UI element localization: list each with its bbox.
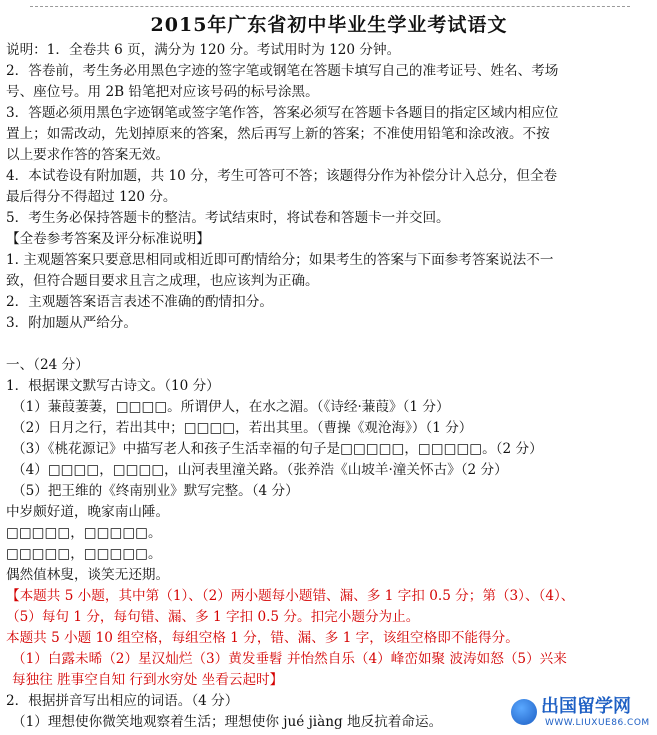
instruction-line: 3．答题必须用黑色字迹钢笔或签字笔作答，答案必须写在答题卡各题目的指定区域内相应位 <box>6 105 559 121</box>
poem-line: 偶然值林叟，谈笑无还期。 <box>6 567 170 583</box>
instruction-line: 以上要求作答的答案无效。 <box>6 147 170 163</box>
top-dashed-rule <box>30 6 630 7</box>
section-heading: 一、（24 分） <box>6 357 89 373</box>
answer-note: （1）白露未晞（2）星汉灿烂（3）黄发垂髫 并怡然自乐（4）峰峦如聚 波涛如怒（5）兴来 <box>12 651 567 667</box>
answer-note: 本题共 5 小题 10 组空格，每组空格 1 分，错、漏、多 1 字，该组空格即不能得分。 <box>6 630 519 646</box>
answer-note: 【本题共 5 小题，其中第（1）、（2）两小题每小题错、漏、多 1 字扣 0.5 分；第（3）、（4）、 <box>6 588 575 604</box>
question-item: （5）把王维的《终南别业》默写完整。（4 分） <box>12 483 299 499</box>
site-logo <box>511 697 651 731</box>
globe-icon <box>511 699 537 725</box>
scoring-line: 2．主观题答案语言表述不准确的酌情扣分。 <box>6 294 273 310</box>
question-2: 2．根据拼音写出相应的词语。（4 分） <box>6 693 239 709</box>
logo-url: WWW.LIUXUE86.COM <box>545 718 650 728</box>
answer-note: 每独往 胜事空自知 行到水穷处 坐看云起时】 <box>12 672 284 688</box>
scoring-line: 1. 主观题答案只要意思相同或相近即可酌情给分；如果考生的答案与下面参考答案说法不一 <box>6 252 554 268</box>
question-item: （3）《桃花源记》中描写老人和孩子生活幸福的句子是□□□□□，□□□□□。（2 分） <box>12 441 543 457</box>
question-item: （1）理想使你微笑地观察着生活；理想使你 jué jiàng 地反抗着命运。 <box>12 714 443 730</box>
exam-document <box>6 10 652 733</box>
instruction-line: 置上；如需改动，先划掉原来的答案，然后再写上新的答案；不准使用铅笔和涂改液。不按 <box>6 126 550 142</box>
instruction-line: 最后得分不得超过 120 分。 <box>6 189 177 205</box>
question-1: 1．根据课文默写古诗文。（10 分） <box>6 378 220 394</box>
scoring-line: 致，但符合题目要求且言之成理，也应该判为正确。 <box>6 273 319 289</box>
logo-text: 出国留学网 <box>541 696 631 717</box>
blank-line <box>6 334 652 355</box>
instruction-line: 5．考生务必保持答题卡的整洁。考试结束时，将试卷和答题卡一并交回。 <box>6 210 450 226</box>
instruction-line: 2．答卷前，考生务必用黑色字迹的签字笔或钢笔在答题卡填写自己的准考证号、姓名、考场 <box>6 63 559 79</box>
instruction-line: 4．本试卷设有附加题，共 10 分，考生可答可不答；该题得分作为补偿分计入总分，但全卷 <box>6 168 558 184</box>
poem-line: 中岁颇好道，晚家南山陲。 <box>6 504 170 520</box>
instruction-line: 号、座位号。用 2B 铅笔把对应该号码的标号涂黑。 <box>6 84 319 100</box>
poem-line: □□□□□，□□□□□。 <box>6 546 162 562</box>
question-item: （1）蒹葭萋萋，□□□□。所谓伊人，在水之湄。（《诗经·蒹葭》（1 分） <box>12 399 450 415</box>
scoring-line: 3．附加题从严给分。 <box>6 315 137 331</box>
scoring-heading: 【全卷参考答案及评分标准说明】 <box>6 231 210 247</box>
page-title: 2015年广东省初中毕业生学业考试语文 <box>150 14 508 36</box>
instruction-line: 说明：1．全卷共 6 页，满分为 120 分。考试用时为 120 分钟。 <box>6 42 401 58</box>
poem-line: □□□□□，□□□□□。 <box>6 525 162 541</box>
question-item: （2）日月之行，若出其中；□□□□，若出其里。（曹操《观沧海》）（1 分） <box>12 420 473 436</box>
answer-note: （5）每句 1 分，每句错、漏、多 1 字扣 0.5 分。扣完小题分为止。 <box>6 609 420 625</box>
question-item: （4）□□□□，□□□□，山河表里潼关路。（张养浩《山坡羊·潼关怀古》（2 分） <box>12 462 508 478</box>
